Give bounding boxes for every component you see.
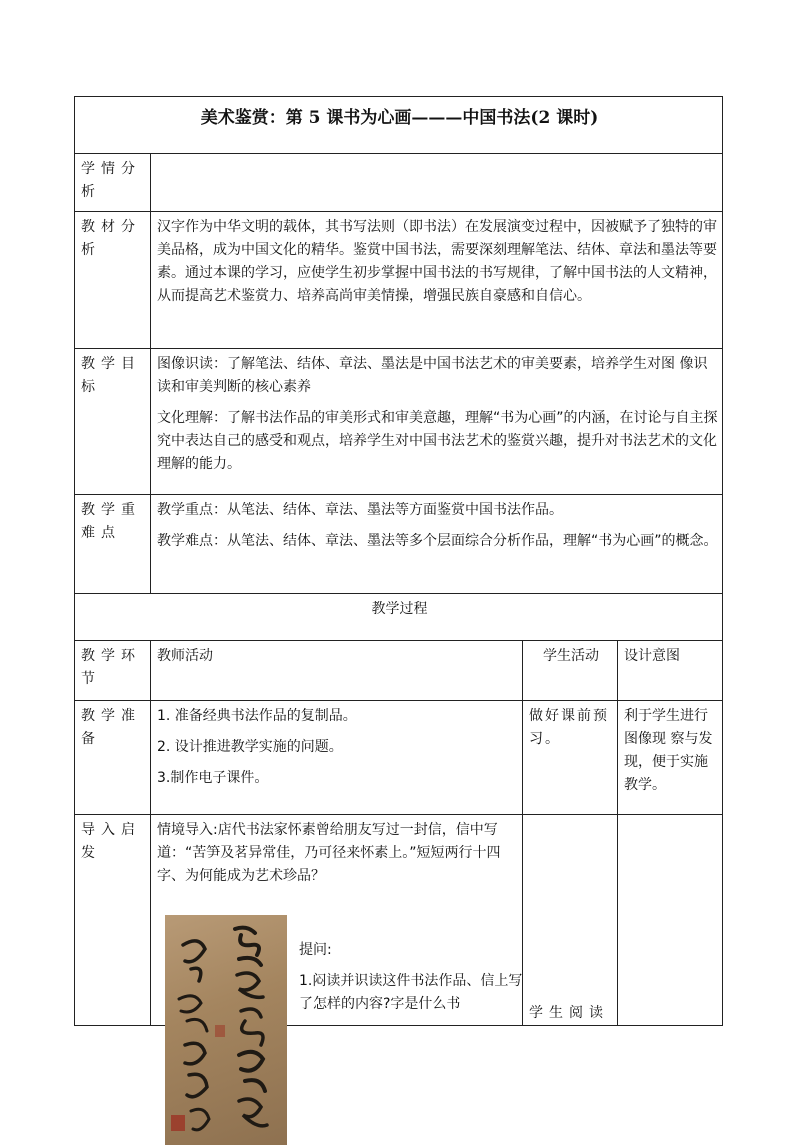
intro-student-text: 学生阅读 [529, 1005, 609, 1021]
zhongnan-paragraph-2: 教学难点：从笔法、结体、章法、墨法等多个层面综合分析作品，理解“书为心画”的概念。 [157, 533, 718, 549]
mubiao-paragraph-2: 文化理解：了解书法作品的审美形式和审美意趣，理解“书为心画”的内涵，在讨论与自主探究中表达自己的感受和观点，培养学生对中国书法艺术的鉴赏兴趣，提升对书法艺术的文化理解的能力。 [157, 410, 718, 472]
row-label-zhongnan: 教学重难点 [75, 495, 151, 594]
row-label-mubiao: 教学目标 [75, 349, 151, 495]
page-title: 美术鉴赏：第 5 课书为心画———中国书法(2 课时) [75, 97, 723, 154]
question-title: 提问: [299, 942, 332, 958]
intro-design-intent [618, 815, 723, 1026]
mubiao-paragraph-1: 图像识读：了解笔法、结体、章法、墨法是中国书法艺术的审美要素，培养学生对图 像识读和审美判断的核心素养 [157, 356, 708, 395]
row-label-xueqing: 学情分析 [75, 154, 151, 212]
intro-student-activity [523, 815, 618, 1026]
prep-item-1: 1. 准备经典书法作品的复制品。 [157, 708, 357, 724]
column-header-intent: 设计意图 [618, 641, 723, 701]
column-header-teacher: 教师活动 [151, 641, 523, 701]
mubiao-content [151, 349, 723, 495]
intro-teacher-activity [151, 815, 523, 1026]
column-header-student: 学生活动 [523, 641, 618, 701]
question-block [299, 939, 523, 1016]
calligraphy-strokes-icon [165, 915, 287, 1145]
jiaocai-content [151, 212, 723, 349]
prep-design-intent: 利于学生进行图像现 察与发现，便于实施教学。 [618, 701, 723, 815]
question-item-1: 1.闷读并识读这件书法作品、信上写了怎样的内容?字是什么书 [299, 973, 523, 1012]
column-header-stage: 教学环节 [75, 641, 151, 701]
prep-item-3: 3.制作电子课件。 [157, 770, 269, 786]
zhongnan-paragraph-1: 教学重点：从笔法、结体、章法、墨法等方面鉴赏中国书法作品。 [157, 502, 563, 518]
calligraphy-image [165, 915, 287, 1145]
row-label-prep: 教学准备 [75, 701, 151, 815]
lesson-plan-table [74, 96, 723, 1026]
prep-teacher-activity [151, 701, 523, 815]
process-header: 教学过程 [75, 594, 723, 641]
zhongnan-content [151, 495, 723, 594]
row-label-jiaocai: 教材分析 [75, 212, 151, 349]
jiaocai-text: 汉字作为中华文明的载体，其书写法则（即书法）在发展演变过程中，因被赋予了独特的审美品格，成为中国文化的精华。鉴赏中国书法，需要深刻理解笔法、结体、章法和墨法等要素。通过本课的学习，应使学生初步掌握中国书法的书写规律，了解中国书法的人文精神，从而提高艺术鉴赏力、培养高尚审美情操，增强民族自豪感和自信心。 [157, 219, 717, 304]
prep-student-activity: 做好课前预习。 [523, 701, 618, 815]
intro-situation-text: 情境导入:店代书法家怀素曾给朋友写过一封信，信中写道：“苦笋及茗异常佳，乃可径来怀素上。”短短两行十四字、为何能成为艺术珍品？ [157, 822, 501, 884]
xueqing-content [151, 154, 723, 212]
row-label-intro: 导入启发 [75, 815, 151, 1026]
prep-item-2: 2. 设计推进教学实施的问题。 [157, 739, 343, 755]
